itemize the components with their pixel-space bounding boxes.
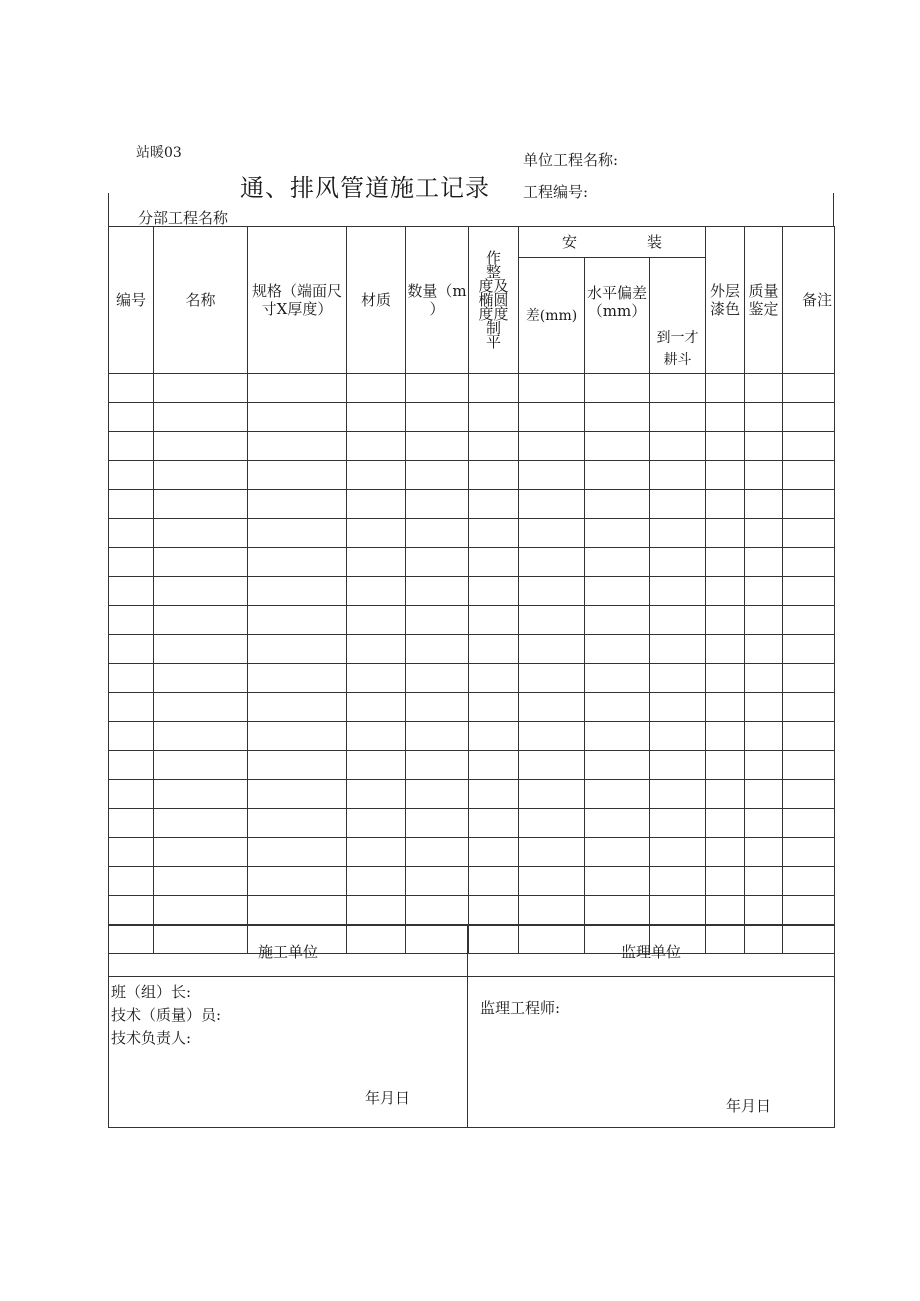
table-cell[interactable] (650, 867, 706, 896)
col-header-install-group: 安 装 (519, 227, 706, 258)
tech-chief-label: 技术负责人: (111, 1029, 192, 1047)
table-cell[interactable] (783, 461, 835, 490)
table-cell[interactable] (248, 635, 347, 664)
table-cell[interactable] (406, 606, 469, 635)
table-cell[interactable] (745, 664, 783, 693)
col-header-remark: 备注 (783, 227, 835, 374)
table-cell[interactable] (783, 519, 835, 548)
table-cell[interactable] (745, 548, 783, 577)
table-cell[interactable] (469, 722, 519, 751)
table-cell[interactable] (347, 490, 406, 519)
frame-right-edge (833, 193, 834, 227)
table-cell[interactable] (650, 751, 706, 780)
table-cell[interactable] (650, 374, 706, 403)
table-cell[interactable] (154, 403, 248, 432)
table-cell[interactable] (469, 519, 519, 548)
supervision-sign-block (468, 977, 835, 1128)
table-cell[interactable] (469, 606, 519, 635)
table-cell[interactable] (783, 606, 835, 635)
table-cell[interactable] (347, 809, 406, 838)
table-cell[interactable] (783, 780, 835, 809)
table-row (109, 577, 835, 606)
table-cell[interactable] (585, 809, 650, 838)
table-cell[interactable] (745, 722, 783, 751)
table-cell[interactable] (783, 751, 835, 780)
supervision-unit-heading: 监理单位 (468, 926, 835, 977)
table-cell[interactable] (154, 519, 248, 548)
table-cell[interactable] (519, 867, 585, 896)
table-cell[interactable] (783, 838, 835, 867)
table-cell[interactable] (519, 461, 585, 490)
table-row (109, 606, 835, 635)
table-cell[interactable] (347, 519, 406, 548)
table-cell[interactable] (248, 403, 347, 432)
table-cell[interactable] (248, 896, 347, 925)
table-cell[interactable] (469, 577, 519, 606)
table-cell[interactable] (248, 519, 347, 548)
table-cell[interactable] (406, 490, 469, 519)
subproject-label: 分部工程名称 (138, 209, 229, 227)
table-cell[interactable] (469, 809, 519, 838)
table-cell[interactable] (406, 664, 469, 693)
table-cell[interactable] (406, 780, 469, 809)
table-cell[interactable] (406, 809, 469, 838)
table-cell[interactable] (706, 519, 745, 548)
table-cell[interactable] (406, 577, 469, 606)
table-row (109, 548, 835, 577)
table-cell[interactable] (154, 722, 248, 751)
date-left: 年月日 (365, 1089, 411, 1107)
table-row (109, 809, 835, 838)
table-cell[interactable] (650, 838, 706, 867)
table-cell[interactable] (347, 693, 406, 722)
col-header-spec: 规格（端面尺寸X厚度） (248, 227, 347, 374)
col-header-flatness: 作 整 度及 椭圆 度度 制 平 (469, 227, 519, 374)
table-cell[interactable] (783, 490, 835, 519)
table-cell[interactable] (154, 635, 248, 664)
table-cell[interactable] (109, 606, 154, 635)
table-cell[interactable] (154, 867, 248, 896)
table-cell[interactable] (248, 809, 347, 838)
table-row (109, 403, 835, 432)
table-cell[interactable] (650, 896, 706, 925)
table-cell[interactable] (585, 780, 650, 809)
table-cell[interactable] (706, 664, 745, 693)
table-cell[interactable] (406, 461, 469, 490)
table-cell[interactable] (706, 374, 745, 403)
table-cell[interactable] (347, 606, 406, 635)
table-cell[interactable] (519, 722, 585, 751)
table-row (109, 432, 835, 461)
table-cell[interactable] (109, 461, 154, 490)
table-cell[interactable] (347, 751, 406, 780)
table-cell[interactable] (650, 809, 706, 838)
table-cell[interactable] (248, 548, 347, 577)
date-right: 年月日 (726, 1097, 772, 1115)
table-cell[interactable] (519, 432, 585, 461)
table-cell[interactable] (519, 403, 585, 432)
table-cell[interactable] (248, 867, 347, 896)
table-cell[interactable] (154, 809, 248, 838)
table-cell[interactable] (650, 432, 706, 461)
table-row (109, 693, 835, 722)
col-header-deviation: 差(mm) (519, 258, 585, 374)
table-cell[interactable] (585, 374, 650, 403)
table-cell[interactable] (248, 577, 347, 606)
table-cell[interactable] (469, 403, 519, 432)
table-cell[interactable] (783, 374, 835, 403)
table-cell[interactable] (585, 490, 650, 519)
table-cell[interactable] (650, 722, 706, 751)
table-cell[interactable] (347, 867, 406, 896)
project-no-label: 工程编号: (523, 183, 589, 201)
table-cell[interactable] (745, 751, 783, 780)
signature-table (108, 925, 835, 1128)
table-cell[interactable] (585, 577, 650, 606)
table-cell[interactable] (406, 838, 469, 867)
table-cell[interactable] (248, 780, 347, 809)
table-cell[interactable] (469, 432, 519, 461)
table-cell[interactable] (783, 577, 835, 606)
table-cell[interactable] (406, 867, 469, 896)
table-cell[interactable] (706, 780, 745, 809)
table-cell[interactable] (585, 548, 650, 577)
table-cell[interactable] (347, 548, 406, 577)
table-cell[interactable] (154, 548, 248, 577)
table-cell[interactable] (650, 693, 706, 722)
table-row (109, 519, 835, 548)
table-row (109, 664, 835, 693)
table-cell[interactable] (109, 519, 154, 548)
table-row (109, 867, 835, 896)
table-cell[interactable] (585, 403, 650, 432)
table-cell[interactable] (469, 548, 519, 577)
table-cell[interactable] (650, 577, 706, 606)
table-cell[interactable] (706, 577, 745, 606)
table-cell[interactable] (745, 780, 783, 809)
table-cell[interactable] (585, 693, 650, 722)
table-cell[interactable] (519, 780, 585, 809)
table-cell[interactable] (585, 664, 650, 693)
table-cell[interactable] (519, 838, 585, 867)
col-header-level-deviation: 水平偏差 （mm） (585, 258, 650, 374)
table-cell[interactable] (248, 838, 347, 867)
table-cell[interactable] (347, 461, 406, 490)
table-cell[interactable] (154, 751, 248, 780)
table-cell[interactable] (406, 403, 469, 432)
table-cell[interactable] (248, 432, 347, 461)
table-cell[interactable] (745, 896, 783, 925)
table-cell[interactable] (406, 722, 469, 751)
table-cell[interactable] (109, 896, 154, 925)
table-cell[interactable] (745, 490, 783, 519)
table-row (109, 461, 835, 490)
table-cell[interactable] (585, 867, 650, 896)
table-cell[interactable] (109, 751, 154, 780)
table-cell[interactable] (585, 432, 650, 461)
table-cell[interactable] (469, 780, 519, 809)
table-row (109, 780, 835, 809)
table-cell[interactable] (585, 838, 650, 867)
table-row (109, 490, 835, 519)
table-row (109, 374, 835, 403)
table-cell[interactable] (519, 490, 585, 519)
table-cell[interactable] (650, 461, 706, 490)
table-cell[interactable] (519, 693, 585, 722)
table-cell[interactable] (154, 374, 248, 403)
table-cell[interactable] (469, 896, 519, 925)
table-cell[interactable] (745, 577, 783, 606)
table-cell[interactable] (783, 403, 835, 432)
supervisor-label: 监理工程师: (480, 999, 561, 1017)
table-cell[interactable] (783, 432, 835, 461)
table-cell[interactable] (585, 606, 650, 635)
table-cell[interactable] (109, 374, 154, 403)
table-cell[interactable] (706, 693, 745, 722)
table-cell[interactable] (154, 664, 248, 693)
table-cell[interactable] (347, 722, 406, 751)
table-cell[interactable] (248, 374, 347, 403)
unit-project-label: 单位工程名称: (523, 151, 619, 169)
table-cell[interactable] (109, 838, 154, 867)
table-cell[interactable] (783, 664, 835, 693)
table-cell[interactable] (706, 403, 745, 432)
record-table (108, 226, 835, 954)
table-cell[interactable] (783, 722, 835, 751)
table-cell[interactable] (783, 867, 835, 896)
team-leader-label: 班（组）长: (111, 983, 192, 1001)
table-cell[interactable] (406, 374, 469, 403)
table-cell[interactable] (109, 693, 154, 722)
table-cell[interactable] (154, 606, 248, 635)
table-cell[interactable] (406, 896, 469, 925)
col-header-vertical-deviation: 到一才 耕斗 (650, 258, 706, 374)
table-cell[interactable] (650, 490, 706, 519)
table-cell[interactable] (706, 809, 745, 838)
table-cell[interactable] (519, 896, 585, 925)
table-cell[interactable] (109, 722, 154, 751)
table-cell[interactable] (109, 809, 154, 838)
table-cell[interactable] (519, 374, 585, 403)
table-cell[interactable] (469, 461, 519, 490)
table-cell[interactable] (469, 751, 519, 780)
table-cell[interactable] (519, 809, 585, 838)
table-cell[interactable] (650, 606, 706, 635)
construction-unit-heading: 施工单位 (109, 926, 468, 977)
form-code: 站暖03 (136, 145, 182, 161)
table-cell[interactable] (347, 403, 406, 432)
table-cell[interactable] (469, 693, 519, 722)
table-cell[interactable] (406, 432, 469, 461)
table-cell[interactable] (109, 403, 154, 432)
table-cell[interactable] (347, 664, 406, 693)
table-cell[interactable] (347, 838, 406, 867)
table-cell[interactable] (706, 548, 745, 577)
table-cell[interactable] (519, 577, 585, 606)
table-cell[interactable] (745, 461, 783, 490)
table-cell[interactable] (745, 432, 783, 461)
table-cell[interactable] (706, 838, 745, 867)
table-cell[interactable] (585, 896, 650, 925)
table-cell[interactable] (745, 519, 783, 548)
table-cell[interactable] (406, 548, 469, 577)
table-cell[interactable] (469, 664, 519, 693)
table-row (109, 635, 835, 664)
table-cell[interactable] (745, 403, 783, 432)
table-cell[interactable] (109, 635, 154, 664)
table-cell[interactable] (745, 838, 783, 867)
table-cell[interactable] (347, 374, 406, 403)
col-header-quantity: 数量（m ） (406, 227, 469, 374)
table-cell[interactable] (783, 896, 835, 925)
table-cell[interactable] (706, 867, 745, 896)
table-cell[interactable] (406, 635, 469, 664)
table-cell[interactable] (519, 548, 585, 577)
table-cell[interactable] (109, 432, 154, 461)
table-cell[interactable] (745, 867, 783, 896)
table-cell[interactable] (154, 838, 248, 867)
table-cell[interactable] (706, 490, 745, 519)
table-cell[interactable] (406, 519, 469, 548)
table-cell[interactable] (347, 432, 406, 461)
table-cell[interactable] (469, 374, 519, 403)
table-cell[interactable] (154, 461, 248, 490)
table-cell[interactable] (347, 780, 406, 809)
table-cell[interactable] (783, 635, 835, 664)
col-header-name: 名称 (154, 227, 248, 374)
table-cell[interactable] (745, 693, 783, 722)
table-cell[interactable] (519, 606, 585, 635)
table-cell[interactable] (154, 693, 248, 722)
table-cell[interactable] (519, 751, 585, 780)
table-cell[interactable] (347, 896, 406, 925)
table-row (109, 722, 835, 751)
table-cell[interactable] (706, 635, 745, 664)
table-cell[interactable] (585, 751, 650, 780)
table-cell[interactable] (347, 577, 406, 606)
table-cell[interactable] (109, 548, 154, 577)
col-header-no: 编号 (109, 227, 154, 374)
table-cell[interactable] (585, 461, 650, 490)
table-cell[interactable] (706, 896, 745, 925)
table-cell[interactable] (706, 606, 745, 635)
table-cell[interactable] (650, 548, 706, 577)
table-cell[interactable] (650, 780, 706, 809)
table-cell[interactable] (650, 519, 706, 548)
table-cell[interactable] (519, 519, 585, 548)
table-cell[interactable] (154, 896, 248, 925)
table-cell[interactable] (154, 432, 248, 461)
table-cell[interactable] (469, 490, 519, 519)
col-header-paint: 外层 漆色 (706, 227, 745, 374)
table-cell[interactable] (519, 664, 585, 693)
table-cell[interactable] (347, 635, 406, 664)
table-cell[interactable] (154, 490, 248, 519)
table-cell[interactable] (745, 635, 783, 664)
table-cell[interactable] (469, 635, 519, 664)
table-cell[interactable] (650, 403, 706, 432)
table-cell[interactable] (585, 722, 650, 751)
table-cell[interactable] (248, 722, 347, 751)
table-cell[interactable] (519, 635, 585, 664)
table-cell[interactable] (783, 548, 835, 577)
table-cell[interactable] (783, 693, 835, 722)
table-cell[interactable] (248, 693, 347, 722)
table-cell[interactable] (248, 461, 347, 490)
col-header-material: 材质 (347, 227, 406, 374)
table-cell[interactable] (109, 867, 154, 896)
table-cell[interactable] (745, 809, 783, 838)
construction-sign-block (109, 977, 468, 1128)
table-cell[interactable] (154, 780, 248, 809)
table-cell[interactable] (248, 606, 347, 635)
table-cell[interactable] (706, 461, 745, 490)
table-cell[interactable] (585, 635, 650, 664)
table-cell[interactable] (585, 519, 650, 548)
table-cell[interactable] (745, 374, 783, 403)
tech-quality-label: 技术（质量）员: (111, 1006, 222, 1024)
table-cell[interactable] (109, 577, 154, 606)
table-cell[interactable] (783, 809, 835, 838)
table-cell[interactable] (469, 838, 519, 867)
table-cell[interactable] (650, 635, 706, 664)
table-cell[interactable] (248, 490, 347, 519)
table-cell[interactable] (109, 664, 154, 693)
table-cell[interactable] (109, 780, 154, 809)
table-cell[interactable] (650, 664, 706, 693)
page-title: 通、排风管道施工记录 (240, 174, 490, 202)
table-cell[interactable] (469, 867, 519, 896)
table-cell[interactable] (706, 432, 745, 461)
table-row (109, 896, 835, 925)
table-cell[interactable] (109, 490, 154, 519)
table-cell[interactable] (248, 751, 347, 780)
table-row (109, 838, 835, 867)
col-header-quality: 质量 鉴定 (745, 227, 783, 374)
table-cell[interactable] (706, 722, 745, 751)
table-cell[interactable] (406, 693, 469, 722)
frame-left-edge (108, 193, 109, 227)
table-row (109, 751, 835, 780)
table-cell[interactable] (248, 664, 347, 693)
table-cell[interactable] (745, 606, 783, 635)
table-cell[interactable] (706, 751, 745, 780)
table-cell[interactable] (406, 751, 469, 780)
table-cell[interactable] (154, 577, 248, 606)
